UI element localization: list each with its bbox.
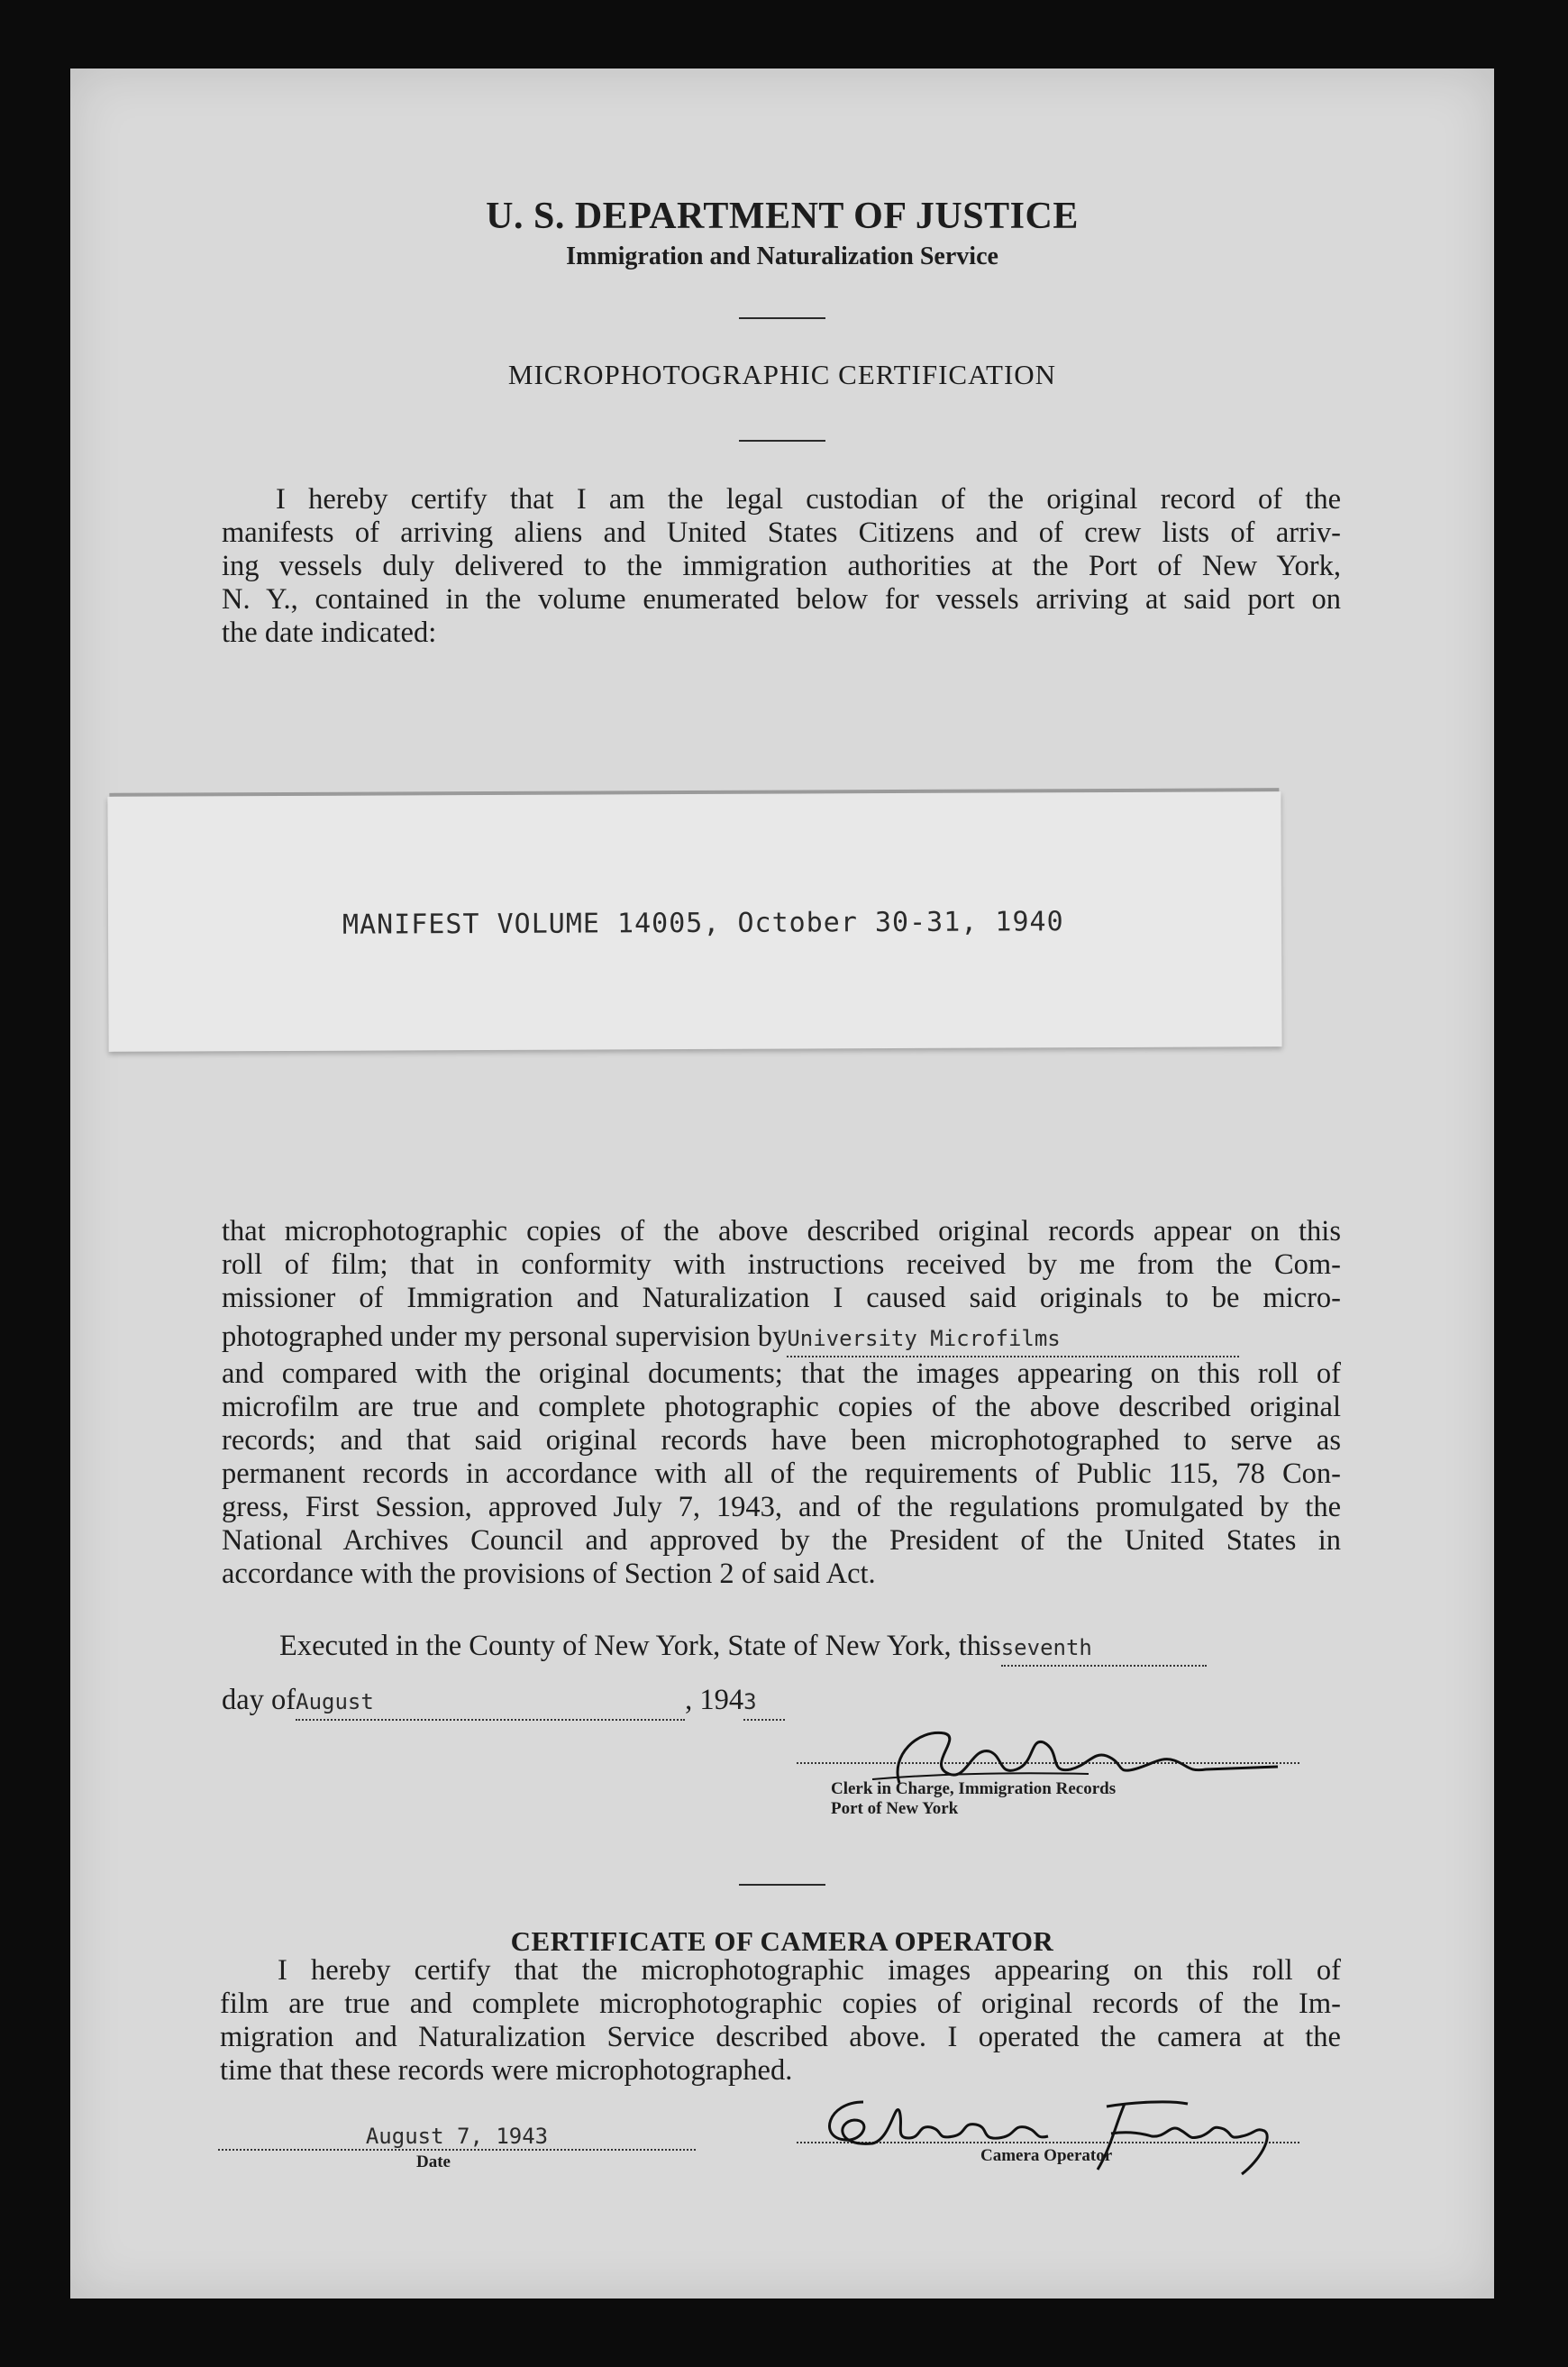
body-line: permanent records in accordance with all of the requirements of Public 115, 78 Con- <box>222 1458 1341 1490</box>
operator-line: I hereby certify that the microphotographic images appearing on this roll of <box>278 1954 1341 1987</box>
certification-intro <box>222 483 1341 650</box>
day-of-label: day of <box>222 1684 296 1716</box>
body-line: missioner of Immigration and Naturalization I caused said originals to be micro- <box>222 1282 1341 1314</box>
body-line: and compared with the original documents; that the images appearing on this roll of <box>222 1357 1341 1390</box>
camera-operator-label: Camera Operator <box>980 2146 1113 2165</box>
month-field <box>296 1684 685 1721</box>
day-field <box>1001 1630 1207 1667</box>
operator-date-field <box>218 2124 696 2151</box>
camera-operator-heading: CERTIFICATE OF CAMERA OPERATOR <box>510 1925 1054 1957</box>
operator-line: film are true and complete microphotographic copies of original records of the Im- <box>220 1988 1341 2020</box>
microfilm-company-field <box>787 1321 1239 1357</box>
body-line: that microphotographic copies of the above described original records appear on this <box>222 1215 1341 1247</box>
operator-line: migration and Naturalization Service described above. I operated the camera at the <box>220 2021 1341 2053</box>
clerk-title-line: Clerk in Charge, Immigration Records <box>831 1779 1117 1798</box>
clerk-title <box>831 1779 1116 1819</box>
year-digit-field <box>743 1684 785 1721</box>
execution-prefix: Executed in the County of New York, State of New York, this <box>279 1630 1001 1662</box>
form-title: MICROPHOTOGRAPHIC CERTIFICATION <box>507 359 1057 390</box>
intro-line: the date indicated: <box>222 617 437 649</box>
body-line: National Archives Council and approved by the President of the United States in <box>222 1524 1341 1557</box>
execution-line <box>279 1630 1341 1667</box>
service-subtitle: Immigration and Naturalization Service <box>566 242 998 270</box>
divider <box>739 440 825 442</box>
intro-line: I hereby certify that I am the legal custodian of the original record of the <box>276 483 1341 516</box>
camera-operator-text <box>220 1954 1341 2088</box>
certification-body <box>222 1215 1341 1591</box>
intro-line: manifests of arriving aliens and United States Citizens and of crew lists of arriv- <box>222 516 1341 549</box>
body-line: roll of film; that in conformity with instructions received by me from the Com- <box>222 1248 1341 1281</box>
operator-date-value: August 7, 1943 <box>365 2124 549 2149</box>
body-line: accordance with the provisions of Section 2 of said Act. <box>222 1558 876 1590</box>
microfilm-company-value: University Microfilms <box>787 1326 1061 1351</box>
department-title: U. S. DEPARTMENT OF JUSTICE <box>486 196 1079 237</box>
date-text <box>222 1684 907 1721</box>
body-line: gress, First Session, approved July 7, 1943, and of the regulations promulgated by the <box>222 1491 1341 1523</box>
divider <box>739 1884 825 1886</box>
supervision-prefix: photographed under my personal supervision by <box>222 1321 788 1353</box>
clerk-title-line: Port of New York <box>831 1799 959 1818</box>
manifest-volume: MANIFEST VOLUME 14005, October 30-31, 1940 <box>342 906 1064 941</box>
body-line: records; and that said original records have been microphotographed to serve as <box>222 1424 1341 1457</box>
body-line: microfilm are true and complete photographic copies of the above described original <box>222 1391 1341 1423</box>
date-line <box>222 1684 907 1721</box>
intro-line: ing vessels duly delivered to the immigration authorities at the Port of New York, <box>222 550 1341 582</box>
operator-signature <box>809 2084 1314 2183</box>
date-label: Date <box>416 2152 451 2171</box>
manifest-slip <box>107 791 1281 1052</box>
body-line <box>222 1321 1341 1357</box>
year-prefix: , 194 <box>685 1684 744 1716</box>
certificate-sheet <box>70 69 1494 2298</box>
execution-text <box>279 1630 1341 1667</box>
divider <box>739 317 825 319</box>
month-value: August <box>296 1689 374 1714</box>
year-digit: 3 <box>743 1689 757 1714</box>
operator-line: time that these records were microphotographed. <box>220 2054 793 2087</box>
intro-line: N. Y., contained in the volume enumerated below for vessels arriving at said port on <box>222 583 1341 616</box>
day-value: seventh <box>1000 1635 1092 1660</box>
